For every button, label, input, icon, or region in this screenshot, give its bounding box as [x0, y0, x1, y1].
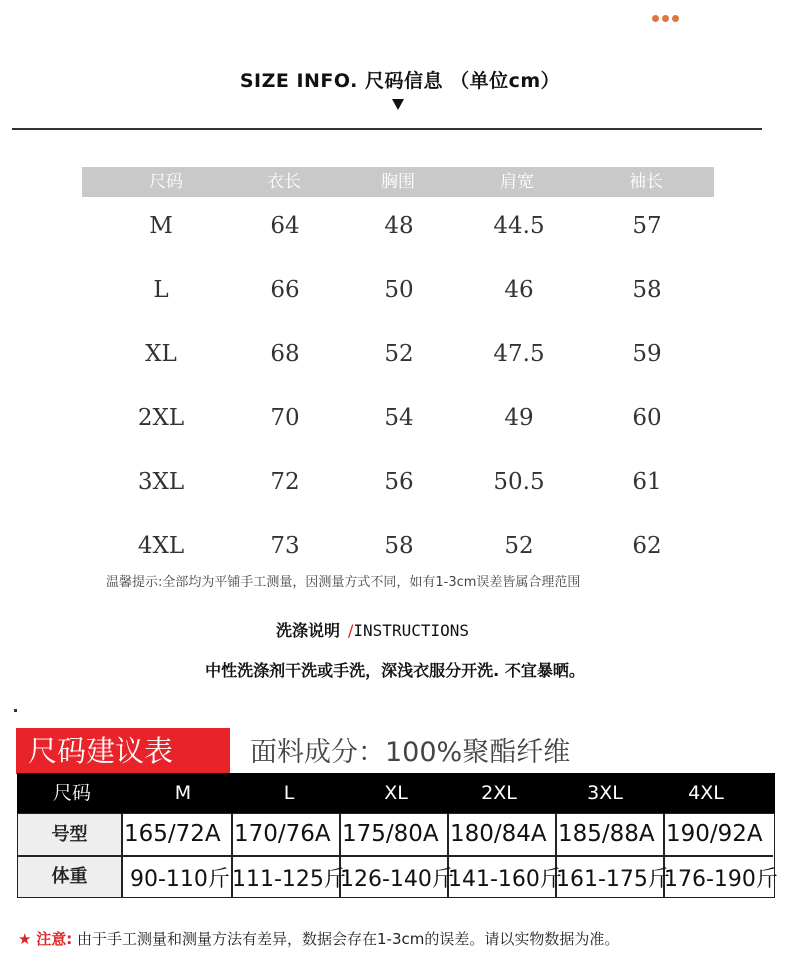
- down-triangle-icon: [392, 99, 404, 110]
- rec-header-m: M: [174, 782, 192, 804]
- rec-header-xl: XL: [384, 782, 408, 804]
- washing-slash: /: [348, 621, 354, 640]
- weight-value: 141-160斤: [448, 867, 562, 892]
- dot: [652, 15, 659, 22]
- height-value: 170/76A: [234, 821, 331, 847]
- washing-title-en: INSTRUCTIONS: [353, 621, 469, 640]
- length-cell: 68: [270, 341, 300, 367]
- measurement-tip: 温馨提示:全部均为平铺手工测量，因测量方式不同，如有1-3cm误差皆属合理范围: [106, 575, 581, 590]
- shoulder-cell: 50.5: [493, 469, 545, 495]
- header-length: 衣长: [267, 172, 301, 192]
- washing-title: [276, 618, 469, 641]
- length-cell: 64: [270, 213, 300, 239]
- height-label: 号型: [18, 814, 121, 855]
- recommend-table-header: [17, 773, 775, 813]
- sleeve-cell: 62: [632, 533, 662, 559]
- weight-value: 176-190斤: [664, 867, 778, 892]
- shoulder-cell: 47.5: [493, 341, 545, 367]
- size-cell: 3XL: [137, 469, 185, 495]
- sleeve-cell: 61: [632, 469, 662, 495]
- header-chest: 胸围: [381, 172, 415, 192]
- height-value: 180/84A: [450, 821, 547, 847]
- size-recommend-banner: 尺码建议表: [16, 728, 230, 774]
- rec-header-4xl: 4XL: [688, 782, 724, 804]
- weight-label: 体重: [18, 856, 121, 897]
- header-size: 尺码: [149, 172, 183, 192]
- length-cell: 72: [270, 469, 300, 495]
- washing-title-cn: 洗涤说明: [276, 621, 341, 640]
- rec-header-3xl: 3XL: [587, 782, 623, 804]
- length-cell: 70: [270, 405, 300, 431]
- header-sleeve: 袖长: [629, 172, 663, 192]
- size-cell: M: [149, 213, 173, 239]
- chest-cell: 52: [384, 341, 414, 367]
- height-value: 175/80A: [342, 821, 439, 847]
- fabric-composition: 面料成分：100%聚酯纤维: [250, 737, 571, 768]
- shoulder-cell: 46: [504, 277, 534, 303]
- header-shoulder: 肩宽: [500, 172, 534, 192]
- size-table-header: [82, 167, 714, 197]
- weight-value: 90-110斤: [130, 867, 230, 892]
- shoulder-cell: 49: [504, 405, 534, 431]
- height-value: 165/72A: [124, 821, 221, 847]
- rec-header-l: L: [283, 782, 295, 804]
- col-divider: [121, 814, 123, 898]
- sleeve-cell: 58: [632, 277, 662, 303]
- row-divider: [18, 855, 773, 857]
- weight-value: 161-175斤: [556, 867, 670, 892]
- weight-value: 126-140斤: [340, 867, 454, 892]
- sleeve-cell: 57: [632, 213, 662, 239]
- chest-cell: 58: [384, 533, 414, 559]
- sleeve-cell: 60: [632, 405, 662, 431]
- sleeve-cell: 59: [632, 341, 662, 367]
- size-cell: L: [153, 277, 169, 303]
- rec-header-2xl: 2XL: [481, 782, 517, 804]
- length-cell: 73: [270, 533, 300, 559]
- chest-cell: 54: [384, 405, 414, 431]
- dot: [672, 15, 679, 22]
- size-cell: XL: [145, 341, 177, 367]
- shoulder-cell: 44.5: [493, 213, 545, 239]
- size-cell: 2XL: [137, 405, 185, 431]
- dot: [662, 15, 669, 22]
- note-text: 由于手工测量和测量方法有差异，数据会存在1-3cm的误差。请以实物数据为准。: [77, 930, 620, 948]
- chest-cell: 48: [384, 213, 414, 239]
- chest-cell: 50: [384, 277, 414, 303]
- recommend-table: [17, 813, 778, 898]
- shoulder-cell: 52: [504, 533, 534, 559]
- size-info-title: SIZE INFO. 尺码信息 （单位cm）: [239, 70, 561, 92]
- height-value: 190/92A: [666, 821, 763, 847]
- divider: [12, 128, 762, 130]
- more-dots-icon[interactable]: [652, 12, 686, 24]
- note-label: 注意:: [36, 930, 73, 948]
- rec-header-size: 尺码: [52, 782, 92, 804]
- measurement-note: [18, 928, 619, 949]
- height-value: 185/88A: [558, 821, 655, 847]
- washing-text: 中性洗涤剂干洗或手洗，深浅衣服分开洗. 不宜暴晒。: [205, 661, 585, 680]
- speck: [14, 709, 17, 712]
- length-cell: 66: [270, 277, 300, 303]
- star-icon: ★: [18, 930, 32, 948]
- chest-cell: 56: [384, 469, 414, 495]
- weight-value: 111-125斤: [232, 867, 346, 892]
- size-cell: 4XL: [137, 533, 185, 559]
